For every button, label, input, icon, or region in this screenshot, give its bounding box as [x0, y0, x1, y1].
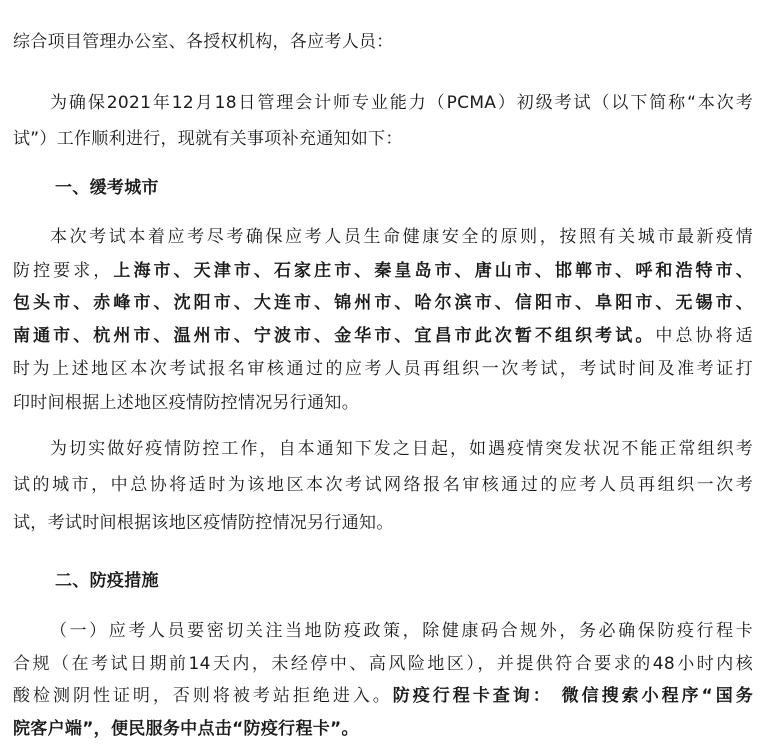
postponed-cities-3: 南通市、杭州市、温州市、宁波市、金华市、宜昌市此次暂不组织考试。 — [13, 326, 656, 346]
postponed-cities-2: 包头市、赤峰市、沈阳市、大连市、锦州市、哈尔滨市、信阳市、阜阳市、无锡市、 — [13, 293, 753, 313]
postponed-cities-1: 上海市、天津市、石家庄市、秦皇岛市、唐山市、邯郸市、呼和浩特市、 — [113, 261, 753, 281]
section1-p2-line-2: 试的城市，中总协将适时为该地区本次考试网络报名审核通过的应考人员再组织一次考 — [13, 475, 753, 495]
section1-p2-line-1: 为切实做好疫情防控工作，自本通知下发之日起，如遇疫情突发状况不能正常组织考 — [50, 439, 753, 459]
intro-line-2: 试”）工作顺利进行，现就有关事项补充通知如下： — [13, 129, 403, 149]
section-heading-1: 一、缓考城市 — [55, 178, 159, 198]
itinerary-card-instruction: 院客户端”，便民服务中点击“防疫行程卡”。 — [13, 719, 359, 739]
section1-p1-line-4 — [13, 318, 753, 354]
salutation: 综合项目管理办公室、各授权机构，各应考人员： — [13, 32, 394, 52]
section2-p1-line-3-text: 酸检测阴性证明，否则将被考站拒绝进入。 — [13, 686, 393, 706]
section1-p1-line-4-text: 中总协将适 — [655, 326, 753, 346]
section1-p1-line-1: 本次考试本着应考尽考确保应考人员生命健康安全的原则，按照有关城市最新疫情 — [50, 227, 753, 247]
section2-p1-line-3 — [13, 678, 753, 714]
intro-line-1: 为确保2021年12月18日管理会计师专业能力（PCMA）初级考试（以下简称“本次考 — [50, 93, 753, 113]
section-heading-2: 二、防疫措施 — [55, 571, 159, 591]
itinerary-card-query: 防疫行程卡查询： 微信搜索小程序“国务 — [392, 686, 753, 706]
section1-p2-line-3: 试，考试时间根据该地区疫情防控情况另行通知。 — [13, 513, 394, 533]
section1-p1-line-6: 印时间根据上述地区疫情防控情况另行通知。 — [13, 393, 359, 413]
section1-p1-line-2-text: 防控要求， — [13, 261, 114, 281]
section2-p1-line-1: （一）应考人员要密切关注当地防疫政策，除健康码合规外，务必确保防疫行程卡 — [50, 621, 753, 641]
section2-p1-line-2: 合规（在考试日期前14天内，未经停中、高风险地区），并提供符合要求的48小时内核 — [13, 654, 753, 674]
section1-p1-line-2 — [13, 253, 753, 289]
section1-p1-line-5: 时为上述地区本次考试报名审核通过的应考人员再组织一次考试，考试时间及准考证打 — [13, 359, 753, 379]
